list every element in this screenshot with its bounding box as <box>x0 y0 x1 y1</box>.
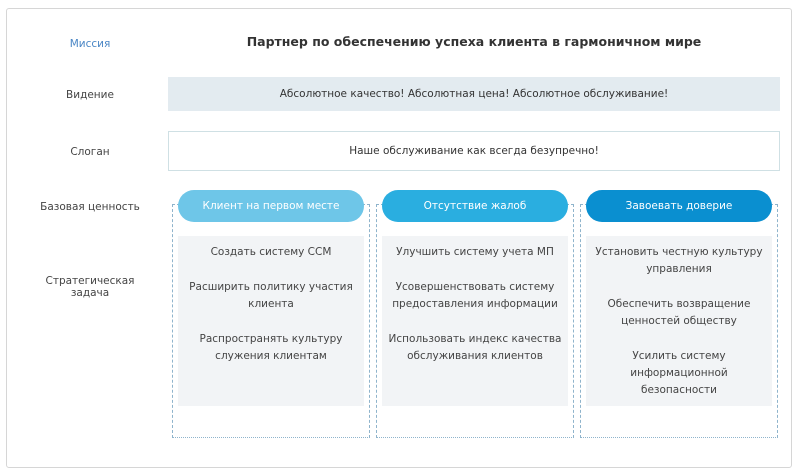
value-column-3 <box>586 190 772 396</box>
slogan-text: Наше обслуживание как всегда безупречно! <box>349 145 599 157</box>
vision-bar <box>168 77 780 111</box>
task-item: Распространять культуру служения клиентам <box>199 333 343 362</box>
value-column-1 <box>178 190 364 362</box>
slogan-label: Слоган <box>70 146 110 158</box>
task-item: Установить честную культуру управления <box>595 246 763 275</box>
task-item: Создать систему CCM <box>210 246 332 258</box>
task-item: Улучшить систему учета МП <box>396 246 554 258</box>
task-item: Усовершенствовать систему предоставления информации <box>392 281 558 310</box>
task-item: Усилить систему информационной безопасности <box>630 350 728 396</box>
task-panel <box>178 236 364 406</box>
core-value-pill: Завоевать доверие <box>586 190 772 222</box>
task-item: Использовать индекс качества обслуживания клиентов <box>388 333 562 362</box>
mission-label: Миссия <box>69 38 111 50</box>
slogan-box <box>168 131 780 171</box>
task-item: Обеспечить возвращение ценностей обществу <box>607 298 751 327</box>
task-panel <box>382 236 568 406</box>
task-panel <box>586 236 772 406</box>
core-value-pill: Отсутствие жалоб <box>382 190 568 222</box>
vision-text: Абсолютное качество! Абсолютная цена! Абсолютное обслуживание! <box>279 88 669 100</box>
vision-label: Видение <box>66 89 114 101</box>
strategic-task-label: Стратегическая задача <box>45 275 135 299</box>
value-column-2 <box>382 190 568 362</box>
core-value-pill: Клиент на первом месте <box>178 190 364 222</box>
mission-text: Партнер по обеспечению успеха клиента в гармоничном мире <box>246 34 702 49</box>
core-value-label: Базовая ценность <box>40 201 140 213</box>
task-item: Расширить политику участия клиента <box>189 281 353 310</box>
